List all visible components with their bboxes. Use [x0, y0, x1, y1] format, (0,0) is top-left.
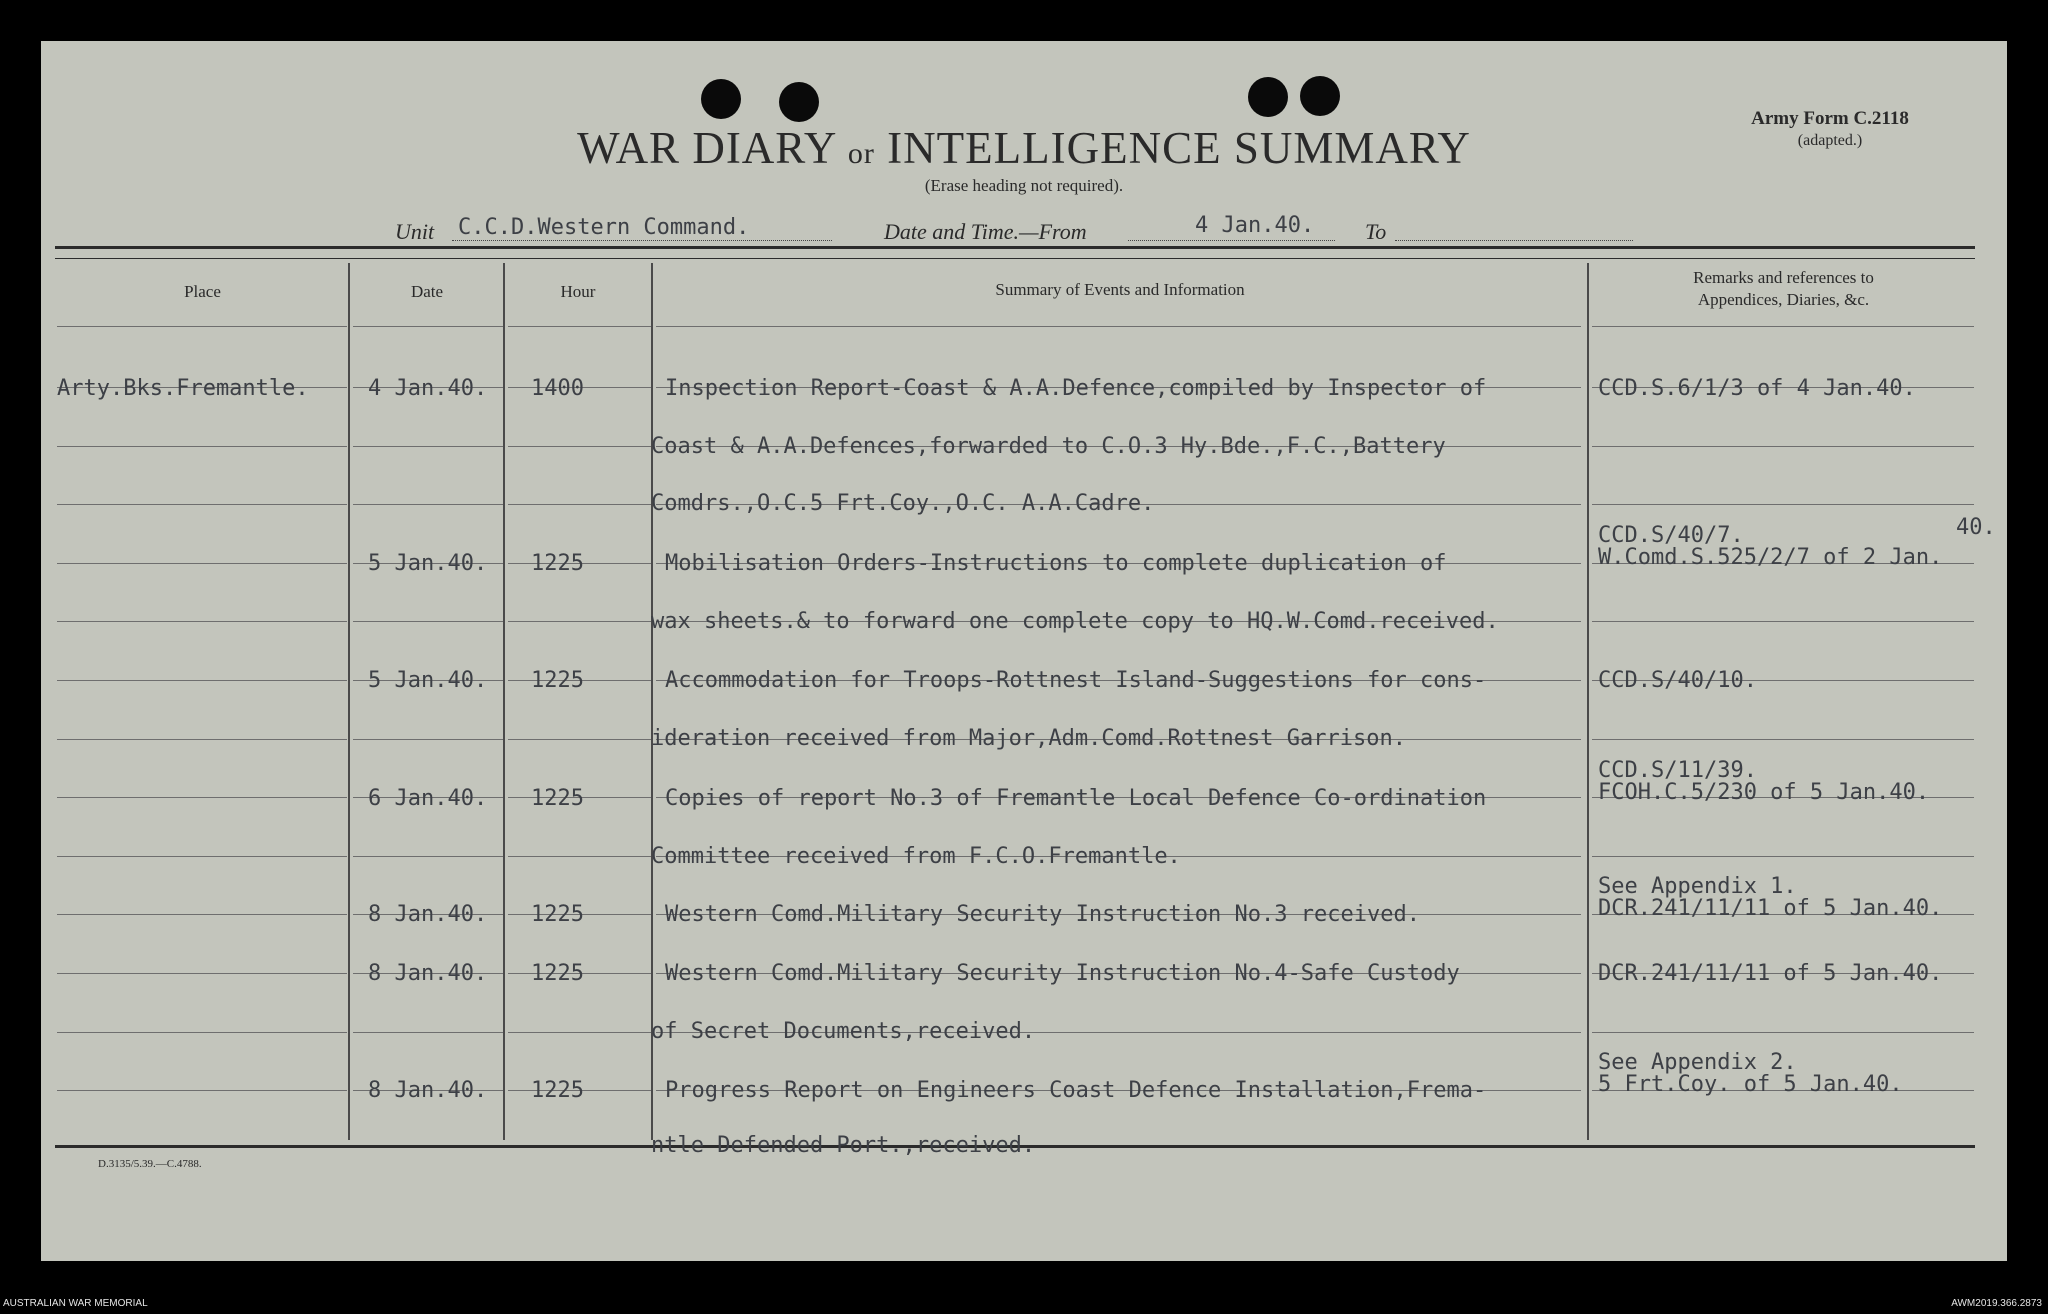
- ruled-line: [353, 856, 503, 857]
- entry-date: 5 Jan.40.: [368, 551, 488, 576]
- army-form-number: Army Form C.2118: [1751, 108, 1909, 129]
- entry-hour: 1225: [531, 902, 584, 927]
- column-divider: [503, 263, 505, 1140]
- entry-summary-line: Mobilisation Orders-Instructions to complete duplication of: [665, 551, 1447, 576]
- entry-summary-line: Copies of report No.3 of Fremantle Local Defence Co-ordination: [665, 786, 1487, 811]
- ruled-line: [508, 621, 651, 622]
- entry-summary-line: Comdrs.,O.C.5 Frt.Coy.,O.C. A.A.Cadre.: [651, 491, 1155, 516]
- entry-remark: CCD.S/11/39.: [1598, 758, 1757, 783]
- entry-place: Arty.Bks.Fremantle.: [57, 376, 309, 401]
- entry-hour: 1225: [531, 551, 584, 576]
- unit-value: C.C.D.Western Command.: [458, 215, 750, 240]
- entry-summary-line: Inspection Report-Coast & A.A.Defence,compiled by Inspector of: [665, 376, 1487, 401]
- entry-remark: CCD.S.6/1/3 of 4 Jan.40.: [1598, 376, 1916, 401]
- column-header-date: Date: [410, 282, 444, 301]
- entry-remark: DCR.241/11/11 of 5 Jan.40.: [1598, 961, 1943, 986]
- ruled-line: [1592, 504, 1974, 505]
- army-form-id: [1720, 108, 1940, 152]
- title-or: or: [847, 137, 875, 170]
- ruled-line: [353, 504, 503, 505]
- entry-remark: See Appendix 2.: [1598, 1050, 1797, 1075]
- column-divider: [651, 263, 653, 1140]
- entry-remark: CCD.S/40/7.: [1598, 523, 1744, 548]
- entry-remark: DCR.241/11/11 of 5 Jan.40.: [1598, 896, 1943, 921]
- ruled-line: [1592, 739, 1974, 740]
- punch-hole: [701, 79, 741, 119]
- entry-summary-line: Western Comd.Military Security Instruction No.4-Safe Custody: [665, 961, 1460, 986]
- entry-remark: See Appendix 1.: [1598, 874, 1797, 899]
- punch-hole: [779, 82, 819, 122]
- entry-date: 4 Jan.40.: [368, 376, 488, 401]
- column-header-hour: Hour: [560, 282, 596, 301]
- printer-code: D.3135/5.39.—C.4788.: [98, 1158, 202, 1170]
- date-from-line: [1128, 240, 1335, 241]
- ruled-line: [57, 446, 347, 447]
- entry-summary-line: Western Comd.Military Security Instruction No.3 received.: [665, 902, 1420, 927]
- army-form-note: (adapted.): [1797, 132, 1863, 149]
- entry-remark: W.Comd.S.525/2/7 of 2 Jan.: [1598, 545, 1943, 570]
- punch-hole: [1300, 76, 1340, 116]
- to-label: To: [1365, 219, 1387, 244]
- ruled-line: [57, 504, 347, 505]
- column-header-place: Place: [184, 282, 221, 301]
- ruled-line: [353, 739, 503, 740]
- caption-left: AUSTRALIAN WAR MEMORIAL: [3, 1298, 148, 1309]
- ruled-line: [57, 973, 347, 974]
- ruled-line: [508, 739, 651, 740]
- punch-hole: [1248, 77, 1288, 117]
- ruled-line: [1592, 856, 1974, 857]
- ruled-line: [57, 1090, 347, 1091]
- ruled-line: [57, 856, 347, 857]
- ruled-line: [508, 1032, 651, 1033]
- entry-date: 6 Jan.40.: [368, 786, 488, 811]
- ruled-line: [57, 1032, 347, 1033]
- ruled-line: [353, 1032, 503, 1033]
- ruled-line: [57, 621, 347, 622]
- date-time-label: Date and Time.—From: [884, 219, 1087, 244]
- ruled-line: [656, 326, 1581, 327]
- entry-summary-line: ntle Defended Port.,received.: [651, 1133, 1036, 1158]
- entry-summary-line: Accommodation for Troops-Rottnest Island-Suggestions for cons-: [665, 668, 1487, 693]
- entry-date: 8 Jan.40.: [368, 1078, 488, 1103]
- unit-line: [452, 240, 832, 241]
- unit-label: Unit: [395, 219, 435, 244]
- column-divider: [1587, 263, 1589, 1140]
- caption-right: AWM2019.366.2873: [1951, 1298, 2042, 1309]
- date-from-value: 4 Jan.40.: [1195, 213, 1315, 238]
- entry-remark-extra: 40.: [1956, 515, 1996, 540]
- ruled-line: [353, 326, 503, 327]
- ruled-line: [353, 621, 503, 622]
- entry-summary-line: ideration received from Major,Adm.Comd.Rottnest Garrison.: [651, 726, 1406, 751]
- entry-summary-line: Progress Report on Engineers Coast Defence Installation,Frema-: [665, 1078, 1487, 1103]
- ruled-line: [57, 739, 347, 740]
- entry-hour: 1225: [531, 668, 584, 693]
- entry-hour: 1225: [531, 1078, 584, 1103]
- remarks-header-line-2: Appendices, Diaries, &c.: [1697, 290, 1870, 309]
- to-line: [1395, 240, 1633, 241]
- column-header-summary: Summary of Events and Information: [995, 280, 1245, 299]
- ruled-line: [508, 326, 651, 327]
- entry-remark: 5 Frt.Coy. of 5 Jan.40.: [1598, 1072, 1903, 1097]
- entry-date: 8 Jan.40.: [368, 961, 488, 986]
- ruled-line: [1592, 446, 1974, 447]
- entry-summary-line: Coast & A.A.Defences,forwarded to C.O.3 Hy.Bde.,F.C.,Battery: [651, 434, 1446, 459]
- ruled-line: [508, 504, 651, 505]
- column-divider: [348, 263, 350, 1140]
- entry-date: 8 Jan.40.: [368, 902, 488, 927]
- ruled-line: [353, 446, 503, 447]
- entry-hour: 1225: [531, 786, 584, 811]
- ruled-line: [508, 856, 651, 857]
- ruled-line: [57, 680, 347, 681]
- ruled-line: [57, 326, 347, 327]
- ruled-line: [57, 914, 347, 915]
- table-top-rule-thin: [55, 258, 1975, 259]
- entry-summary-line: of Secret Documents,received.: [651, 1019, 1036, 1044]
- form-subtitle: (Erase heading not required).: [924, 176, 1124, 195]
- ruled-line: [1592, 326, 1974, 327]
- entry-date: 5 Jan.40.: [368, 668, 488, 693]
- table-top-rule: [55, 246, 1975, 249]
- title-intelligence-summary: INTELLIGENCE SUMMARY: [887, 123, 1471, 173]
- entry-hour: 1225: [531, 961, 584, 986]
- column-header-remarks: [1591, 267, 1976, 311]
- ruled-line: [1592, 1032, 1974, 1033]
- entry-hour: 1400: [531, 376, 584, 401]
- entry-summary-line: wax sheets.& to forward one complete copy to HQ.W.Comd.received.: [651, 609, 1499, 634]
- entry-remark: CCD.S/40/10.: [1598, 668, 1757, 693]
- entry-summary-line: Committee received from F.C.O.Fremantle.: [651, 844, 1181, 869]
- ruled-line: [57, 797, 347, 798]
- title-war-diary: WAR DIARY: [577, 123, 836, 173]
- ruled-line: [508, 446, 651, 447]
- ruled-line: [57, 563, 347, 564]
- remarks-header-line-1: Remarks and references to: [1693, 268, 1874, 287]
- entry-remark: FCOH.C.5/230 of 5 Jan.40.: [1598, 780, 1930, 805]
- ruled-line: [1592, 621, 1974, 622]
